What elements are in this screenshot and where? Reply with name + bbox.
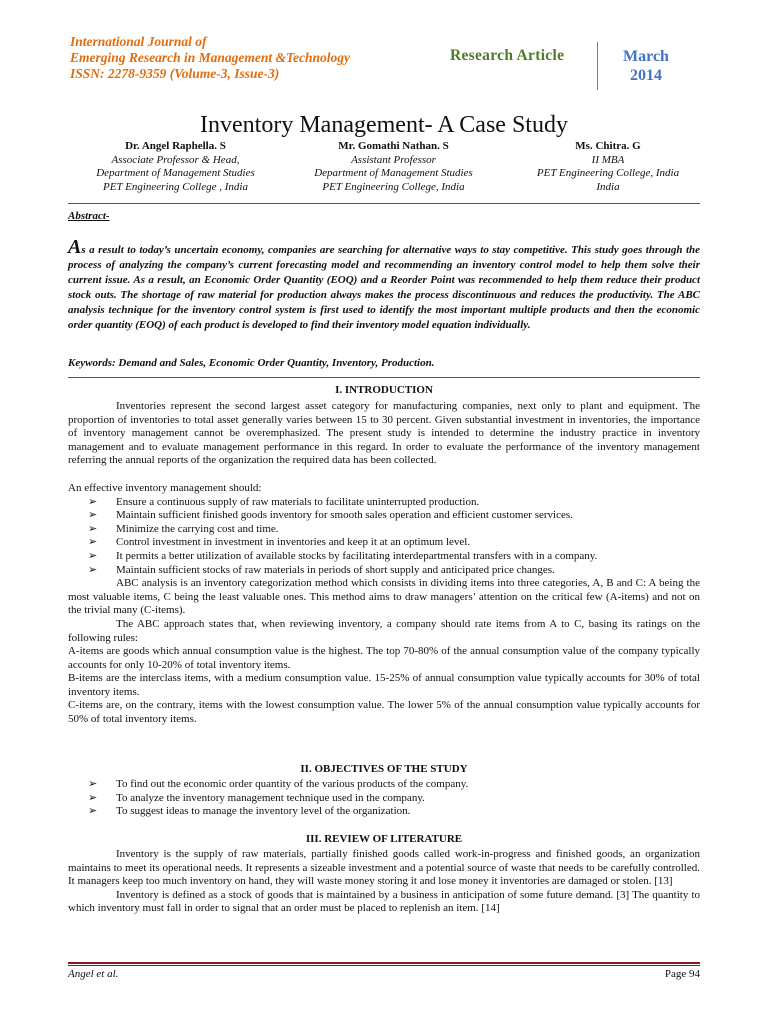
arrow-bullet-icon: ➢ [88,536,98,549]
list-item: ➢ Maintain sufficient stocks of raw materials in periods of short supply and anticipated price changes. [88,563,555,576]
abstract-text [68,236,700,333]
list-lead: An effective inventory management should: [68,481,262,494]
author-affiliation: Department of Management Studies [314,167,473,179]
author-affiliation: Department of Management Studies [96,167,255,179]
paragraph: C-items are, on the contrary, items with the lowest consumption value. The lower 5% of the annual consumption value typically accounts for 50% of total inventory items. [68,699,700,726]
paragraph: Inventories represent the second largest asset category for manufacturing companies, next only to plant and equipment. The proportion of inventories to total asset generally varies between 15 to 30 percent. Given substantial investment in inventories, the importance of inventory management cannot be overemphasized. The present study is intended to determine the industry practice in inventory management and to evaluate management performance in this regard. In order to evaluate the performance of the inventory management referring the annual reports of the organization the required data has been collected. [68,400,700,467]
arrow-bullet-icon: ➢ [88,563,98,576]
list-item: ➢ Ensure a continuous supply of raw materials to facilitate uninterrupted production. [88,495,480,508]
arrow-bullet-icon: ➢ [88,522,98,535]
header-divider [597,42,598,90]
literature-body [68,848,700,916]
keywords: Keywords: Demand and Sales, Economic Order Quantity, Inventory, Production. [68,357,435,369]
list-item: ➢ It permits a better utilization of available stocks by facilitating interdepartmental transfers with in a company. [88,549,598,562]
list-item: ➢ To find out the economic order quantity of the various products of the company. [88,778,469,790]
page-number: Page 94 [664,968,700,980]
author-2 [286,140,501,194]
paragraph: The ABC approach states that, when reviewing inventory, a company should rate items from A to C, basing its ratings on the following rules: [68,617,700,644]
paragraph: A-items are goods which annual consumption value is the highest. The top 70-80% of the annual consumption value of the company typically accounts for only 10-20% of total inventory items. [68,645,700,671]
section-heading-introduction: I. INTRODUCTION [335,384,433,396]
journal-issn: ISSN: 2278-9359 (Volume-3, Issue-3) [70,66,280,81]
list-item: ➢ Control investment in investment in inventories and keep it at an optimum level. [88,536,471,549]
footer-rule [68,962,700,964]
author-affiliation: PET Engineering College, India [322,180,465,193]
journal-name-line1: International Journal of [70,34,207,49]
arrow-bullet-icon: ➢ [88,778,98,790]
author-affiliation: India [596,180,620,193]
section-heading-objectives: II. OBJECTIVES OF THE STUDY [300,763,468,775]
author-3 [508,140,708,194]
author-affiliation: Assistant Professor [351,153,436,166]
arrow-bullet-icon: ➢ [88,549,98,562]
author-name: Ms. Chitra. G [575,140,641,152]
section-heading-literature: III. REVIEW OF LITERATURE [305,833,463,845]
introduction-body [68,400,700,727]
paper-title: Inventory Management- A Case Study [200,112,568,138]
footer-rule [68,965,700,966]
author-affiliation: PET Engineering College , India [103,180,248,193]
list-item: ➢ Maintain sufficient finished goods inventory for smooth sales operation and efficient customer services. [88,509,573,522]
paragraph: ABC analysis is an inventory categorization method which consists in dividing items into three categories, A, B and C: A being the most valuable items, C being the least valuable ones. This method aims to draw managers’ attention on the critical few (A-items) and not on the trivial many (C-items). [68,577,700,617]
section-rule [68,203,700,204]
author-affiliation: Associate Professor & Head, [111,153,240,166]
section-rule [68,377,700,378]
list-item: ➢ To suggest ideas to manage the inventory level of the organization. [88,805,411,818]
author-affiliation: II MBA [591,153,625,166]
journal-name-line2: Emerging Research in Management &Technology [70,50,351,65]
author-name: Mr. Gomathi Nathan. S [338,140,449,152]
paragraph: Inventory is the supply of raw materials, partially finished goods called work-in-progress and finished goods, an organization maintains to meet its operational needs. It represents a sizeable investment and a potential source of waste that needs to be carefully controlled. It managers keep too much inventory on hand, they will waste money storing it and lose money it inventories are damaged or stolen. [13] [68,848,700,888]
issue-month: March [623,48,669,65]
abstract-heading: Abstract- [68,210,110,222]
issue-date [606,47,686,85]
footer-authors: Angel et al. [68,968,119,980]
arrow-bullet-icon: ➢ [88,495,98,508]
objectives-body [68,778,700,819]
paragraph: Inventory is defined as a stock of goods that is maintained by a business in anticipation of some future demand. [3] The quantity to which inventory must fall in order to signal that an order must be placed to replenish an item. [14] [68,888,700,915]
author-1 [68,140,283,194]
arrow-bullet-icon: ➢ [88,791,98,804]
author-affiliation: PET Engineering College, India [536,167,680,179]
intro-bullet-list [68,496,700,578]
abstract-body: s a result to today’s uncertain economy, companies are searching for alternative ways to stay competitive. This study goes through the process of analyzing the company’s current forecasting model and recommending an inventory control model to help them solve their current issue. As a result, an Economic Order Quantity (EOQ) and a Reorder Point was recommended to help them reduce their product stock outs. The shortage of raw material for production always makes the process discontinuous and reduces the productivity. The ABC analysis technique for the inventory control system is first used to identify the most important multiple products and then the economic order quantity (EOQ) of each product is developed to find their inventory model equation individually. [68,244,700,331]
list-item: ➢ To analyze the inventory management technique used in the company. [88,791,425,804]
list-item: ➢ Minimize the carrying cost and time. [88,522,279,535]
abstract-dropcap: A [68,236,82,258]
author-name: Dr. Angel Raphella. S [125,140,226,152]
journal-masthead [70,34,430,82]
objectives-bullet-list [68,778,700,819]
article-type: Research Article [450,47,565,64]
arrow-bullet-icon: ➢ [88,805,98,818]
issue-year: 2014 [630,67,662,84]
paragraph: B-items are the interclass items, with a medium consumption value. 15-25% of annual consumption value typically accounts for 30% of total inventory items. [68,672,700,698]
arrow-bullet-icon: ➢ [88,509,98,522]
